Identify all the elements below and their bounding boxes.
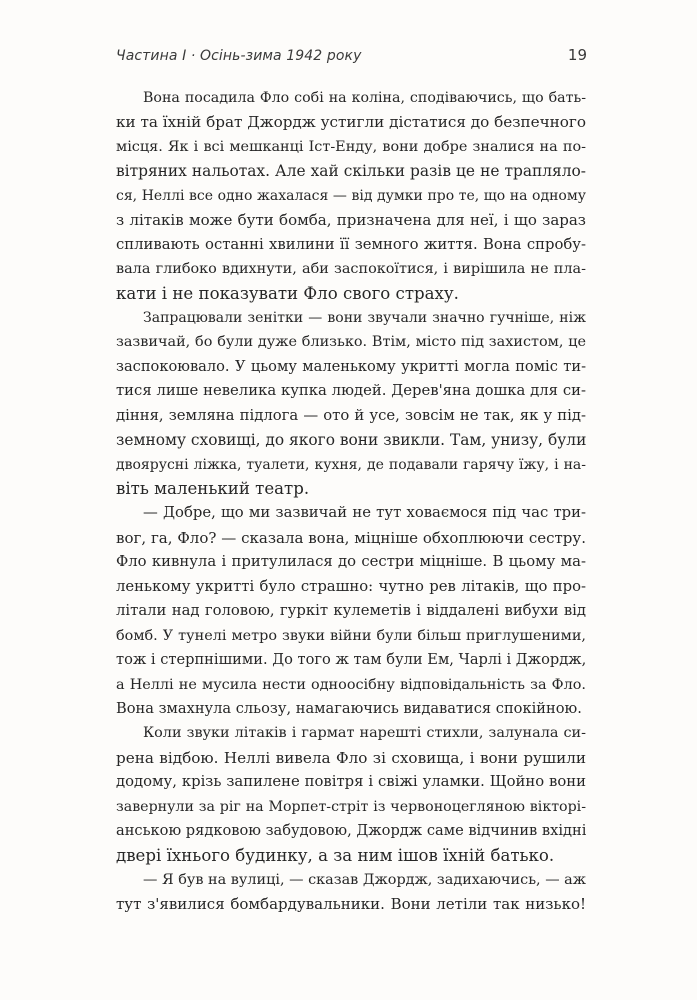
page-header — [116, 46, 587, 70]
text-line: рена відбою. Неллі вивела Фло зі сховища, і вони рушили — [116, 748, 586, 767]
text-line: Запрацювали зенітки — вони звучали значно гучніше, ніж — [143, 309, 586, 326]
text-line: Вона посадила Фло собі на коліна, сподіваючись, що бать- — [143, 90, 586, 106]
text-line: завернули за ріг на Морпет-стріт із червоноцегляною вікторі- — [116, 798, 586, 815]
text-line: вітряних нальотах. Але хай скільки разів це не трапляло- — [116, 162, 586, 181]
body-text — [116, 86, 586, 917]
text-line: земному сховищі, до якого вони звикли. Там, унизу, були — [116, 431, 586, 450]
text-line: ленькому укритті було страшно: чутно рев літаків, що про- — [116, 577, 586, 595]
text-line: ся, Неллі все одно жахалася — від думки про те, що на одному — [116, 187, 586, 204]
text-line: вог, га, Фло? — сказала вона, міцніше обхоплюючи сестру. — [116, 528, 586, 547]
text-line: — Добре, що ми зазвичай не тут ховаємося під час три- — [143, 504, 586, 522]
text-line: Коли звуки літаків і гармат нарешті стихли, залунала си- — [143, 725, 586, 742]
text-line: заспокоювало. У цьому маленькому укритті могла поміс ти- — [116, 357, 586, 375]
text-line: тися лише невелика купка людей. Дерев'яна дошка для си- — [116, 382, 586, 400]
text-line: тож і стерпнішими. До того ж там були Ем, Чарлі і Джордж, — [116, 651, 586, 669]
text-line: місця. Як і всі мешканці Іст-Енду, вони добре зналися на по- — [116, 138, 586, 155]
text-line: а Неллі не мусила нести одноосібну відповідальність за Фло. — [116, 676, 586, 693]
text-line: двері їхнього будинку, а за ним ішов їхній батько. — [116, 845, 555, 865]
text-line: ки та їхній брат Джордж устигли дістатися до безпечного — [116, 113, 586, 132]
text-line: тут з'явилися бомбардувальники. Вони летіли так низько! — [116, 895, 586, 914]
text-line: з літаків може бути бомба, призначена для неї, і що зараз — [116, 211, 586, 230]
text-line: бомб. У тунелі метро звуки війни були більш приглушеними, — [116, 627, 586, 644]
text-line: — Я був на вулиці, — сказав Джордж, задихаючись, — аж — [143, 872, 586, 888]
text-line: спливають останні хвилини її земного життя. Вона спробу- — [116, 235, 586, 253]
text-line: діння, земляна підлога — ото й усе, зовсім не так, як у під- — [116, 406, 586, 424]
text-line: віть маленький театр. — [116, 479, 310, 498]
text-line: двоярусні ліжка, туалети, кухня, де подавали гарячу їжу, і на- — [116, 456, 586, 473]
text-line: зазвичай, бо були дуже близько. Втім, місто під захистом, це — [116, 334, 586, 351]
page-number: 19 — [567, 46, 587, 64]
text-line: літали над головою, гуркіт кулеметів і віддалені вибухи від — [116, 602, 586, 620]
text-line: анською рядковою забудовою, Джордж саме відчинив вхідні — [116, 822, 586, 840]
text-line: Вона змахнула сльозу, намагаючись видаватися спокійною. — [116, 699, 582, 717]
running-head: Частина I · Осінь-зима 1942 року — [116, 48, 362, 64]
text-line: кати і не показувати Фло свого страху. — [116, 283, 459, 303]
text-line: вала глибоко вдихнути, аби заспокоїтися, і вирішила не пла- — [116, 261, 586, 278]
text-line: додому, крізь запилене повітря і свіжі уламки. Щойно вони — [116, 773, 586, 791]
text-line: Фло кивнула і притулилася до сестри міцніше. В цьому ма- — [116, 553, 586, 571]
